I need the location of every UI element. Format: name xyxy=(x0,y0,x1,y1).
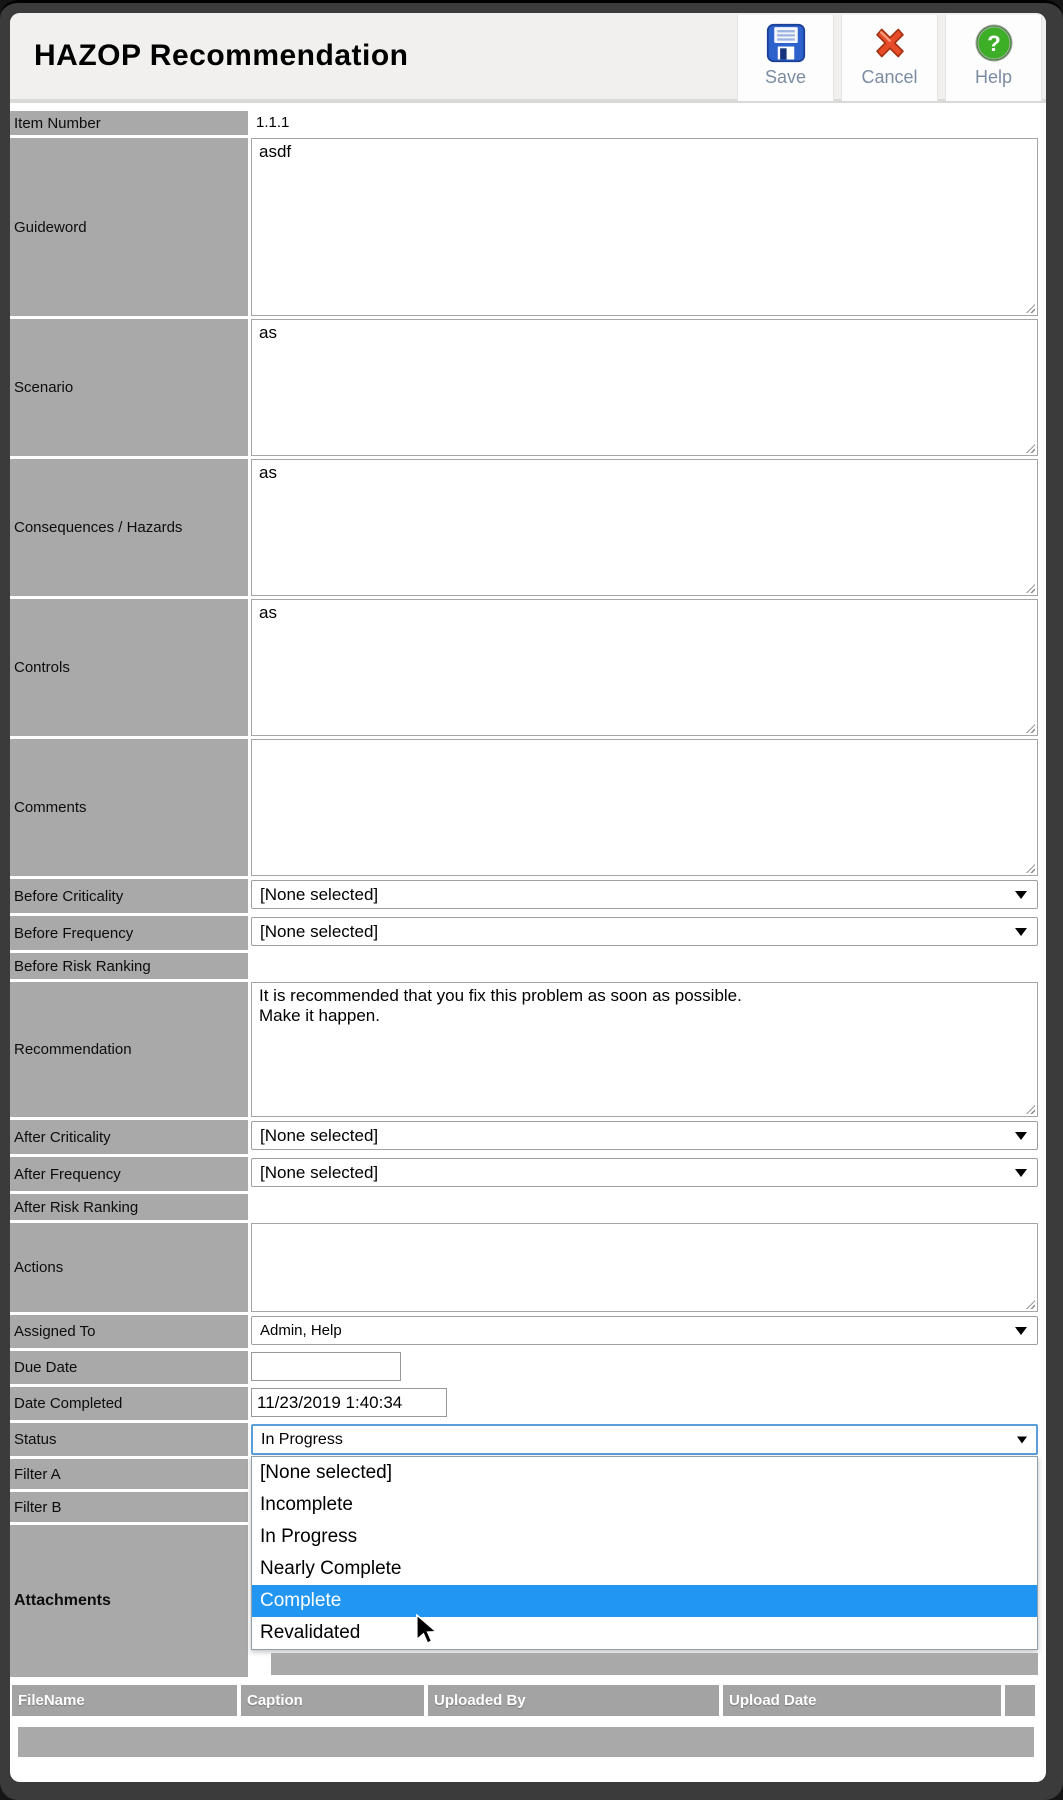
consequences-textarea[interactable] xyxy=(251,459,1038,596)
field-row-before-frequency xyxy=(10,916,1046,950)
after-risk-ranking-label: After Risk Ranking xyxy=(10,1194,248,1220)
before-risk-ranking-label: Before Risk Ranking xyxy=(10,953,248,979)
help-button-label: Help xyxy=(974,67,1013,87)
recommendation-textarea[interactable] xyxy=(251,982,1038,1117)
before-criticality-label: Before Criticality xyxy=(10,879,248,913)
header-bar xyxy=(10,13,1046,103)
before-frequency-label: Before Frequency xyxy=(10,916,248,950)
filter-a-label: Filter A xyxy=(10,1459,248,1489)
before-criticality-select[interactable]: [None selected] xyxy=(251,880,1038,909)
attachments-label: Attachments xyxy=(10,1525,248,1677)
cancel-button[interactable] xyxy=(841,15,938,101)
guideword-textarea[interactable] xyxy=(251,138,1038,316)
field-row-scenario xyxy=(10,319,1046,456)
status-label: Status xyxy=(10,1423,248,1456)
date-completed-label: Date Completed xyxy=(10,1387,248,1420)
floppy-disk-icon xyxy=(766,23,806,63)
red-x-icon xyxy=(870,23,910,63)
field-row-actions xyxy=(10,1223,1046,1312)
field-row-item-number xyxy=(10,111,1046,135)
status-option-nearly-complete[interactable]: Nearly Complete xyxy=(260,1558,402,1579)
attachments-empty-row xyxy=(18,1727,1034,1757)
controls-textarea[interactable] xyxy=(251,599,1038,736)
column-header-filename: FileName xyxy=(12,1685,237,1716)
before-frequency-select[interactable]: [None selected] xyxy=(251,917,1038,946)
due-date-label: Due Date xyxy=(10,1351,248,1384)
field-row-before-criticality xyxy=(10,879,1046,913)
green-question-icon xyxy=(974,23,1014,63)
field-row-after-frequency xyxy=(10,1157,1046,1191)
guideword-label: Guideword xyxy=(10,138,248,316)
before-risk-ranking-value xyxy=(251,953,1046,979)
column-header-caption: Caption xyxy=(241,1685,424,1716)
after-criticality-select[interactable]: [None selected] xyxy=(251,1121,1038,1150)
column-header-uploaded-by: Uploaded By xyxy=(428,1685,719,1716)
page-title: HAZOP Recommendation xyxy=(34,39,409,72)
status-dropdown-popup xyxy=(251,1456,1038,1675)
status-option-in-progress[interactable]: In Progress xyxy=(260,1526,358,1547)
save-button-label: Save xyxy=(764,67,807,87)
recommendation-form xyxy=(10,103,1046,1677)
field-row-controls xyxy=(10,599,1046,736)
status-option-incomplete[interactable]: Incomplete xyxy=(260,1494,353,1515)
consequences-label: Consequences / Hazards xyxy=(10,459,248,596)
filter-b-label: Filter B xyxy=(10,1492,248,1522)
toolbar xyxy=(737,15,1042,101)
status-select[interactable]: In Progress xyxy=(251,1424,1038,1455)
window-content xyxy=(10,13,1046,1782)
item-number-value: 1.1.1 xyxy=(256,114,290,131)
recommendation-label: Recommendation xyxy=(10,982,248,1117)
help-button[interactable] xyxy=(945,15,1042,101)
field-row-after-criticality xyxy=(10,1120,1046,1154)
attachments-table xyxy=(10,1685,1046,1757)
actions-textarea[interactable] xyxy=(251,1223,1038,1312)
scenario-label: Scenario xyxy=(10,319,248,456)
comments-textarea[interactable] xyxy=(251,739,1038,876)
cancel-button-label: Cancel xyxy=(861,67,918,87)
field-row-consequences xyxy=(10,459,1046,596)
assigned-to-label: Assigned To xyxy=(10,1315,248,1348)
status-option-revalidated[interactable]: Revalidated xyxy=(260,1622,361,1643)
after-frequency-select[interactable]: [None selected] xyxy=(251,1158,1038,1187)
field-row-date-completed xyxy=(10,1387,1046,1420)
assigned-to-select[interactable]: Admin, Help xyxy=(251,1316,1038,1345)
field-row-recommendation xyxy=(10,982,1046,1117)
date-completed-input[interactable] xyxy=(251,1388,447,1417)
scenario-textarea[interactable] xyxy=(251,319,1038,456)
item-number-label: Item Number xyxy=(10,111,248,135)
due-date-input[interactable] xyxy=(251,1352,401,1381)
after-criticality-label: After Criticality xyxy=(10,1120,248,1154)
field-row-due-date xyxy=(10,1351,1046,1384)
status-option-none-selected[interactable]: [None selected] xyxy=(260,1462,393,1483)
attachments-scrollbar[interactable] xyxy=(271,1653,1038,1675)
svg-text:?: ? xyxy=(986,31,1001,57)
after-frequency-label: After Frequency xyxy=(10,1157,248,1191)
field-row-after-risk-ranking xyxy=(10,1194,1046,1220)
field-row-guideword xyxy=(10,138,1046,316)
after-risk-ranking-value xyxy=(251,1194,1046,1220)
comments-label: Comments xyxy=(10,739,248,876)
status-option-complete[interactable]: Complete xyxy=(252,1585,1037,1617)
actions-label: Actions xyxy=(10,1223,248,1312)
save-button[interactable] xyxy=(737,15,834,101)
status-dropdown-list xyxy=(251,1456,1038,1650)
field-row-before-risk-ranking xyxy=(10,953,1046,979)
attachments-table-header xyxy=(12,1685,1046,1716)
controls-label: Controls xyxy=(10,599,248,736)
field-row-comments xyxy=(10,739,1046,876)
field-row-assigned-to xyxy=(10,1315,1046,1348)
column-header-upload-date: Upload Date xyxy=(723,1685,1001,1716)
column-header-extra xyxy=(1005,1685,1035,1716)
